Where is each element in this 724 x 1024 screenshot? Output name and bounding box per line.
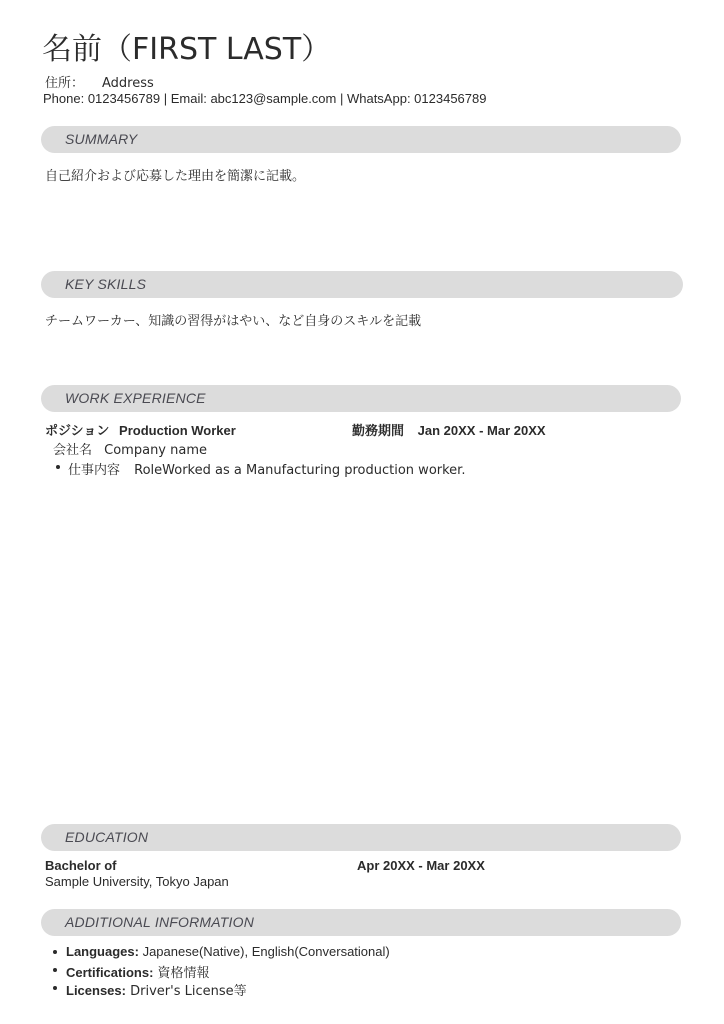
additional-item-value: Japanese(Native), English(Conversational) xyxy=(138,944,390,959)
work-experience-heading: WORK EXPERIENCE xyxy=(65,390,206,406)
bullet-icon xyxy=(53,950,57,954)
degree: Bachelor of xyxy=(45,858,117,873)
company-label: 会社名 xyxy=(53,443,93,458)
duty-label: 仕事内容 xyxy=(68,463,121,478)
summary-heading: SUMMARY xyxy=(65,131,138,147)
additional-item-label: Licenses: xyxy=(66,983,126,998)
summary-section-bar xyxy=(41,126,681,153)
additional-item-value: 資格情報 xyxy=(153,966,210,981)
duty-value: RoleWorked as a Manufacturing production worker. xyxy=(134,463,466,478)
company-row xyxy=(53,439,207,458)
school: Sample University, Tokyo Japan xyxy=(45,874,229,889)
key-skills-heading: KEY SKILLS xyxy=(65,276,147,292)
period-value: Jan 20XX - Mar 20XX xyxy=(417,423,546,438)
education-heading: EDUCATION xyxy=(65,829,149,845)
contact-line: Phone: 0123456789 | Email: abc123@sample.com | WhatsApp: 0123456789 xyxy=(43,91,487,106)
additional-item-value: Driver's License等 xyxy=(125,984,247,999)
additional-item-label: Languages: xyxy=(66,944,139,959)
bullet-icon xyxy=(53,986,57,990)
additional-info-heading: ADDITIONAL INFORMATION xyxy=(65,914,255,930)
address-label: 住所： xyxy=(45,76,85,91)
position-row xyxy=(45,420,236,439)
address-value: Address xyxy=(102,76,154,91)
additional-item-label: Certifications: xyxy=(66,965,154,980)
work-experience-section-bar xyxy=(41,385,681,412)
additional-item xyxy=(66,962,210,981)
bullet-icon xyxy=(53,968,57,972)
education-period: Apr 20XX - Mar 20XX xyxy=(357,858,485,873)
position-value: Production Worker xyxy=(119,423,236,438)
additional-info-section-bar xyxy=(41,909,681,936)
candidate-name: 名前（FIRST LAST） xyxy=(42,32,332,67)
address-line xyxy=(45,72,154,91)
period-row xyxy=(352,420,546,439)
key-skills-text: チームワーカー、知識の習得がはやい、など自身のスキルを記載 xyxy=(45,314,422,329)
additional-item xyxy=(66,944,390,959)
period-label: 勤務期間 xyxy=(352,423,405,438)
additional-item xyxy=(66,980,247,999)
bullet-icon xyxy=(56,465,60,469)
position-label: ポジション xyxy=(45,423,110,438)
duty-row xyxy=(68,459,465,478)
education-section-bar xyxy=(41,824,681,851)
key-skills-section-bar xyxy=(41,271,683,298)
company-value: Company name xyxy=(104,443,208,458)
summary-text: 自己紹介および応募した理由を簡潔に記載。 xyxy=(45,169,306,184)
